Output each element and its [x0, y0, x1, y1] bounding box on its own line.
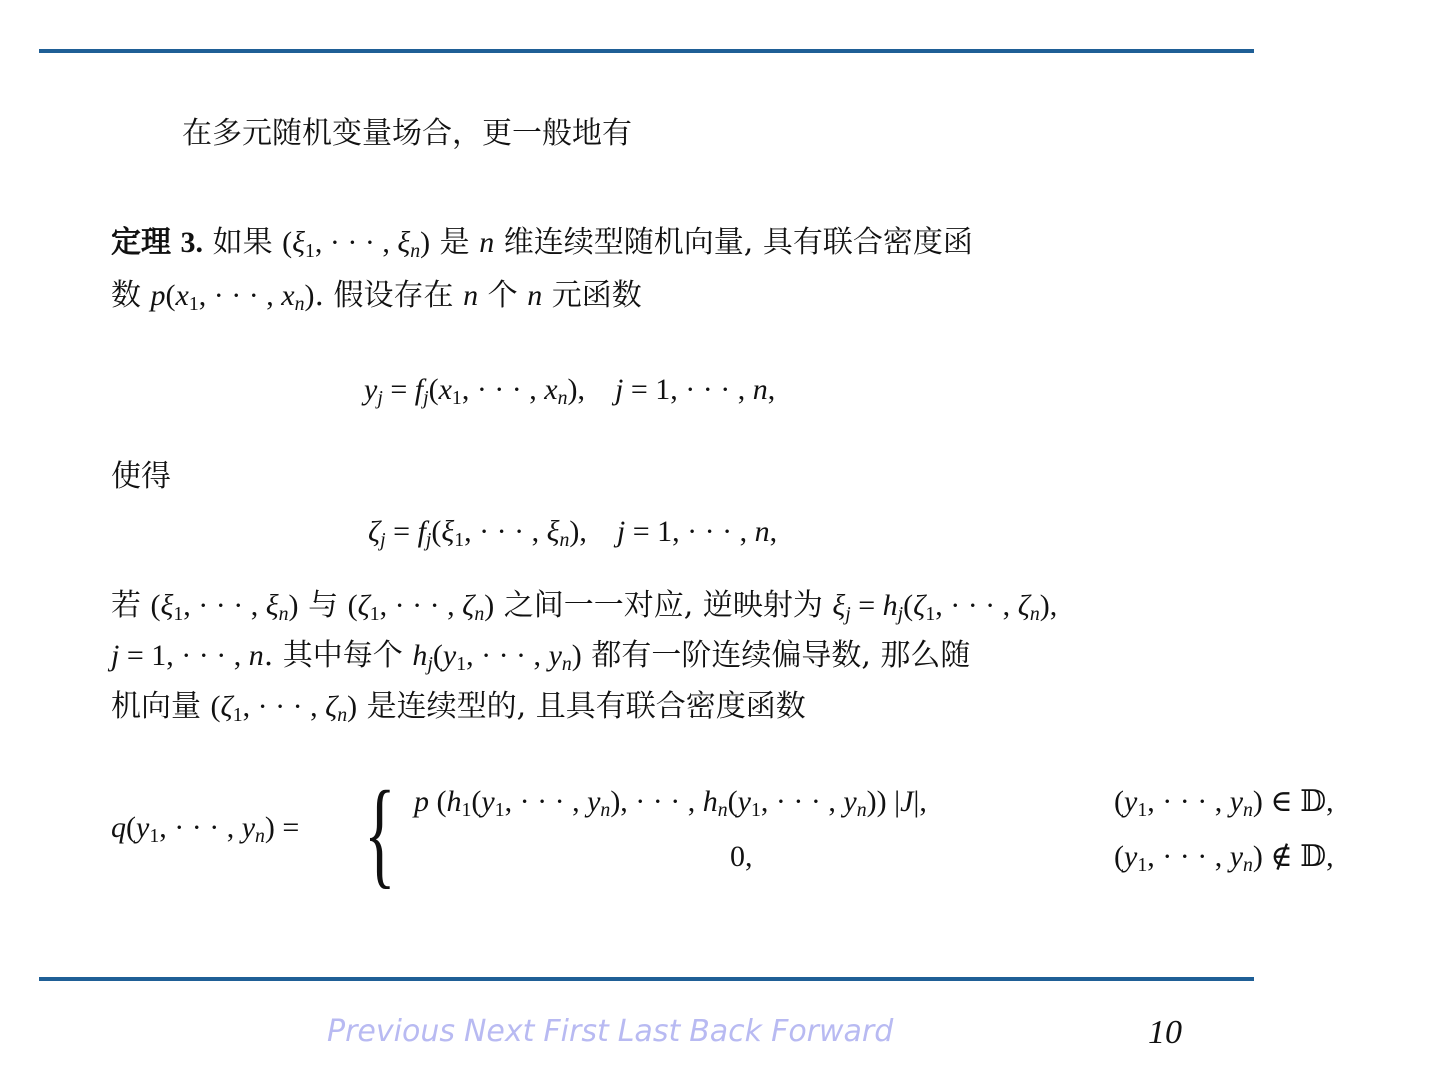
nav-forward-link[interactable]: Forward	[771, 1014, 894, 1049]
formula-case-1-condition: ($y_1$, · · · , $y_n$) ∈ 𝔻,	[1114, 785, 1334, 821]
theorem-text-2d: 元函数	[551, 278, 642, 313]
math-n: n	[463, 279, 479, 312]
navigation-bar	[327, 1014, 902, 1049]
math-inverse-map: $\xi_j = h_j(\zeta_1$, · · · , $\zeta_n$),	[832, 589, 1058, 625]
math-xi-vector: ($\xi_1$, · · · , $\xi_n$)	[282, 226, 431, 262]
bottom-rule	[39, 977, 1254, 981]
math-n: n	[479, 226, 495, 259]
intro-text: 在多元随机变量场合，更一般地有	[182, 116, 632, 151]
theorem-label: 定理	[111, 225, 171, 260]
equation-zeta-f: $\zeta_j = f_j(\xi_1$, · · · , $\xi_n$), j = 1, · · · , n,	[368, 515, 778, 551]
para-text-1a: 若	[111, 588, 141, 623]
para-line-3	[111, 689, 806, 726]
theorem-line-2	[111, 278, 642, 315]
para-text-2b: 都有一阶连续偏导数, 那么随	[591, 638, 971, 673]
theorem-text-2c: 个	[487, 278, 518, 313]
nav-back-link[interactable]: Back	[689, 1014, 763, 1049]
math-j-range: j = 1, · · · , n	[111, 639, 264, 672]
shide-text: 使得	[111, 459, 171, 494]
para-line-1	[111, 588, 1058, 625]
nav-previous-link[interactable]: Previous	[327, 1014, 455, 1049]
formula-q-lhs: $q(y_1$, · · · , $y_n$) =	[111, 811, 300, 847]
left-brace: {	[364, 766, 396, 899]
para-text-3a: 机向量	[111, 689, 201, 724]
para-text-1b: 与	[308, 588, 339, 623]
math-h-j: $h_j(y_1$, · · · , $y_n$)	[412, 639, 582, 675]
para-line-2	[111, 638, 971, 675]
math-xi-vector: ($\xi_1$, · · · , $\xi_n$)	[150, 589, 299, 625]
theorem-text-1c: 维连续型随机向量, 具有联合密度函	[503, 225, 973, 260]
formula-case-2-value: 0,	[730, 840, 753, 873]
para-text-3b: 是连续型的, 且具有联合密度函数	[366, 689, 806, 724]
para-text-2a: . 其中每个	[263, 638, 403, 673]
theorem-text-1a: 如果	[212, 225, 273, 260]
top-rule	[39, 49, 1254, 53]
theorem-text-1b: 是	[439, 225, 470, 260]
theorem-line-1	[111, 225, 973, 262]
para-text-1c: 之间一一对应, 逆映射为	[503, 588, 823, 623]
nav-last-link[interactable]: Last	[617, 1014, 681, 1049]
nav-first-link[interactable]: First	[543, 1014, 609, 1049]
equation-y-f: $y_j = f_j(x_1$, · · · , $x_n$), j = 1, · · · , n,	[364, 373, 776, 409]
theorem-number: 3.	[180, 226, 204, 259]
formula-case-1-value: p ($h_1(y_1$, · · · , $y_n$), · · · , $h_n(y_1$, · · · , $y_n$)) |J|,	[414, 785, 927, 821]
theorem-text-2a: 数	[111, 278, 141, 313]
page-number: 10	[1148, 1014, 1182, 1051]
theorem-text-2b: . 假设存在	[314, 278, 454, 313]
math-zeta-vector: ($\zeta_1$, · · · , $\zeta_n$)	[347, 589, 495, 625]
math-zeta-vector: ($\zeta_1$, · · · , $\zeta_n$)	[210, 690, 358, 726]
formula-case-2-condition: ($y_1$, · · · , $y_n$) ∉ 𝔻,	[1114, 840, 1334, 876]
math-density-p: $p(x_1$, · · · , $x_n$)	[150, 279, 315, 315]
nav-next-link[interactable]: Next	[463, 1014, 535, 1049]
math-n: n	[527, 279, 543, 312]
